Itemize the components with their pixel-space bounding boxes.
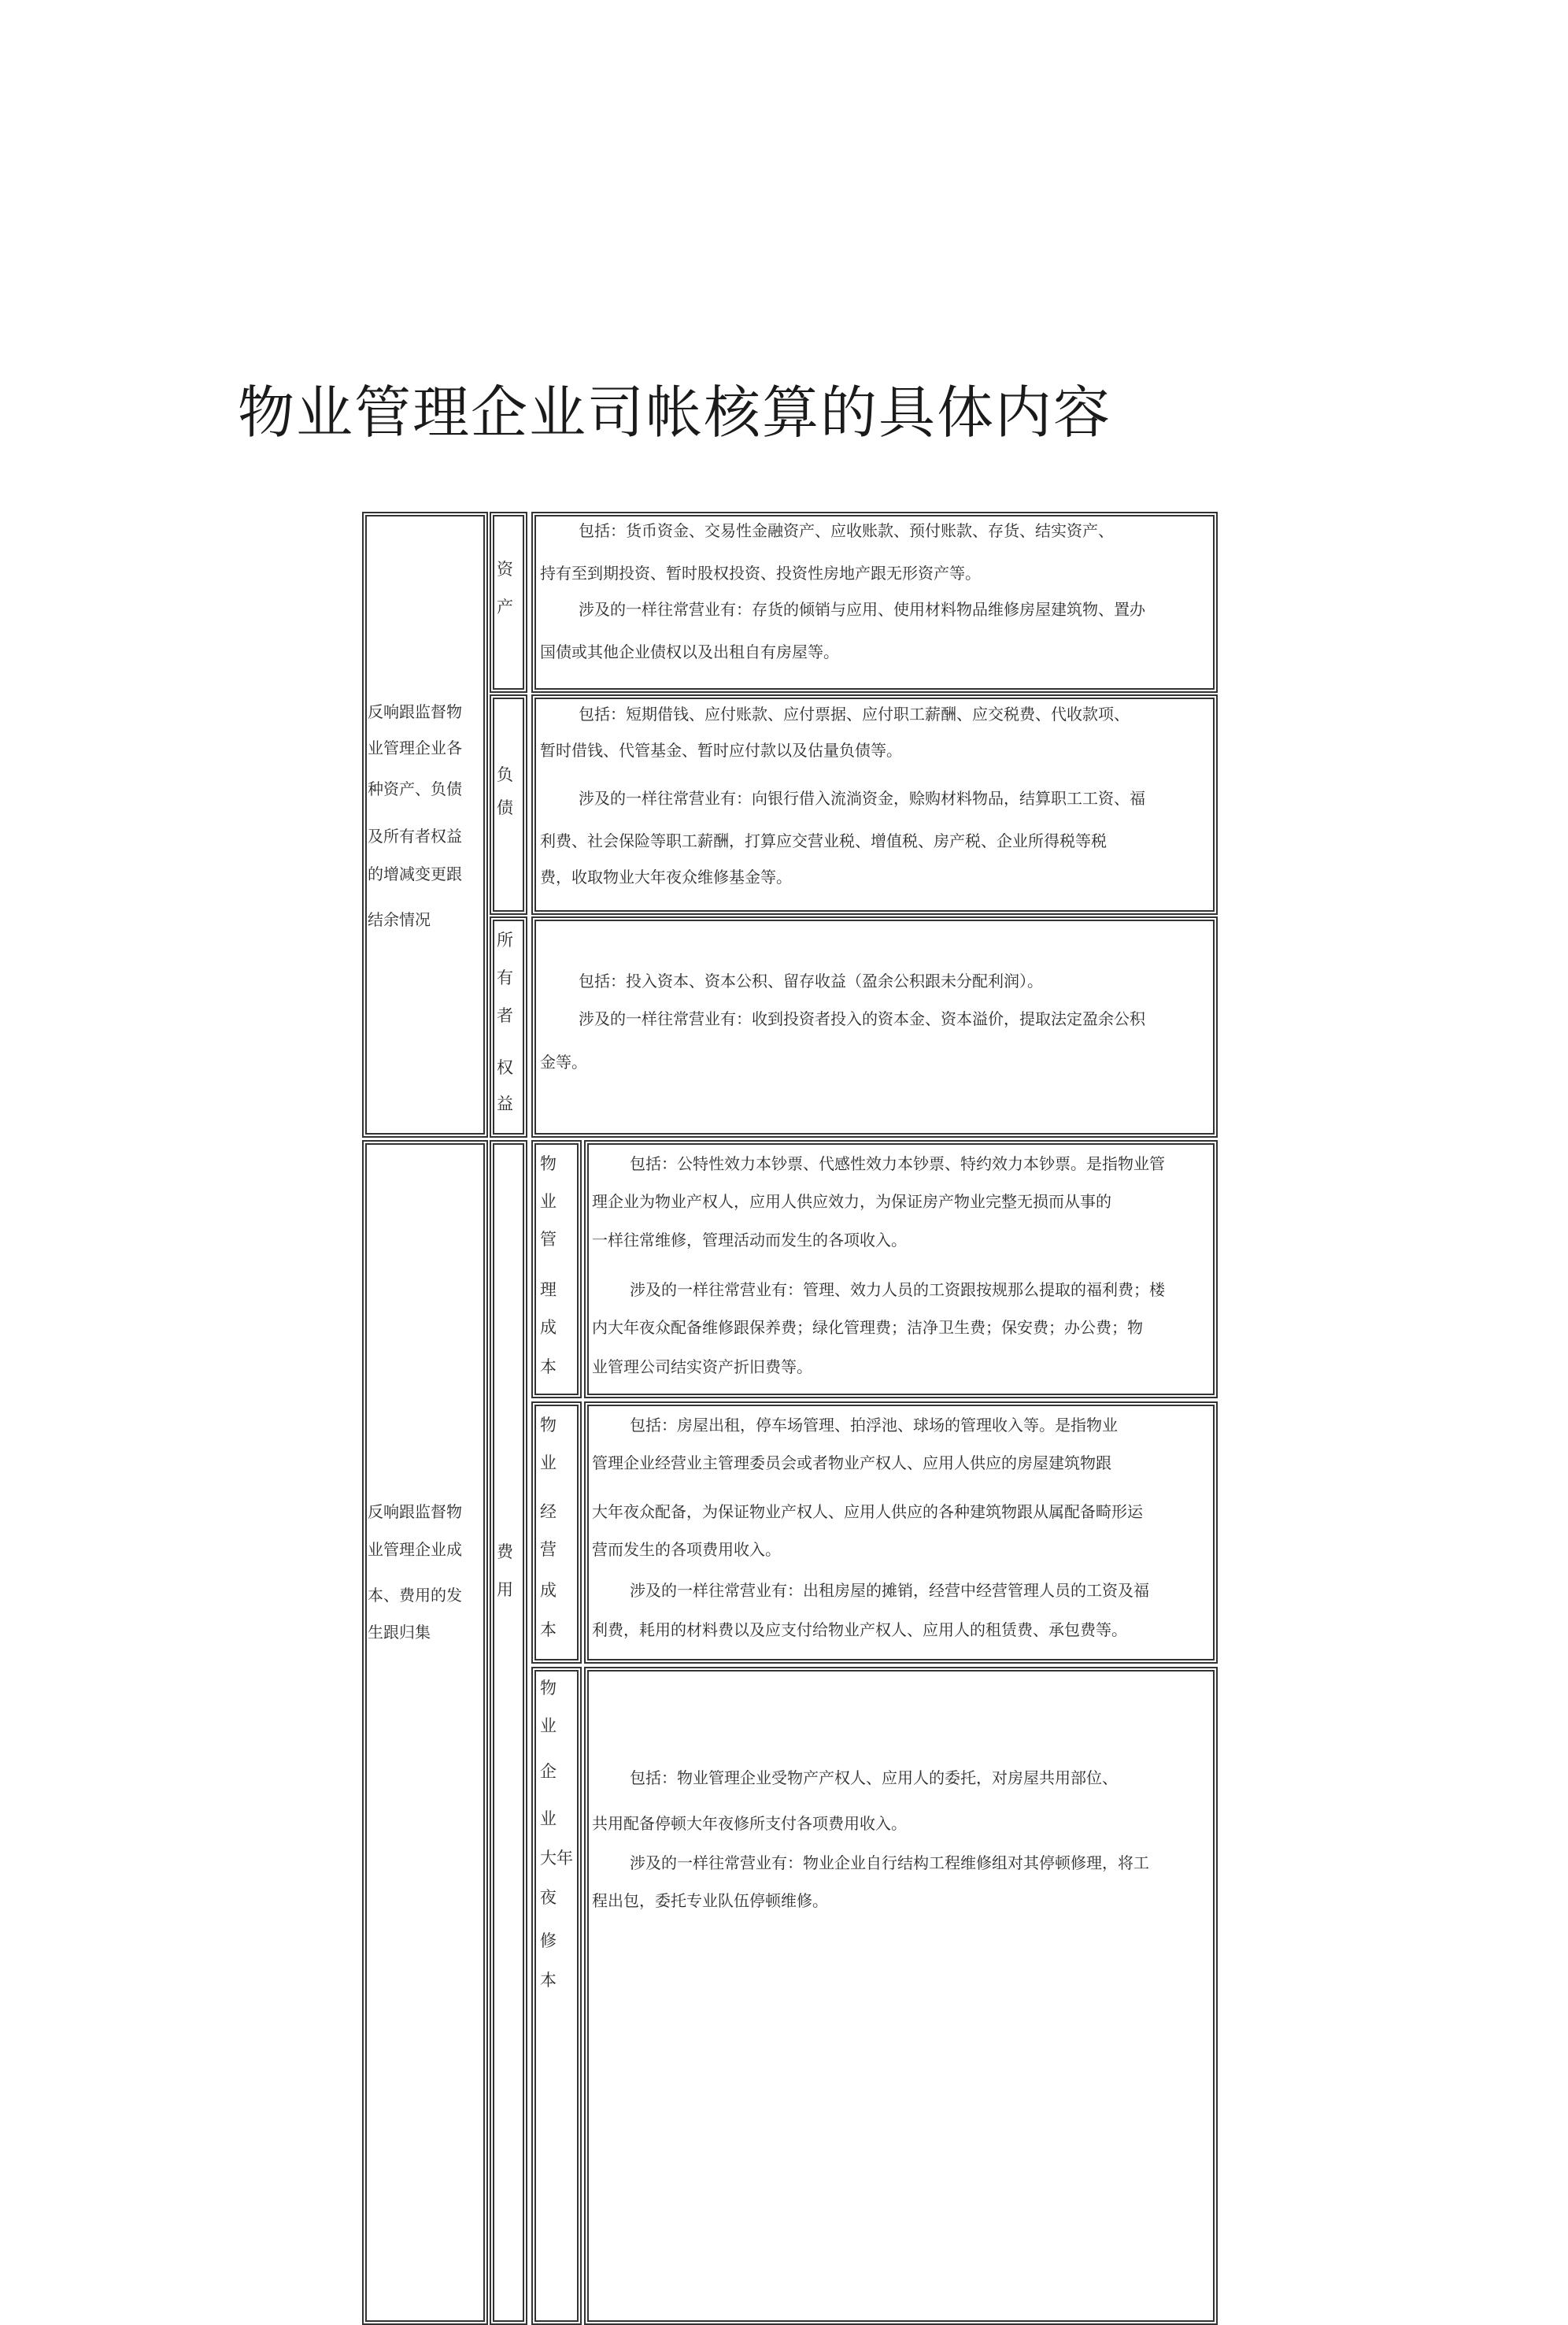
equity-category-char: 者 <box>497 1006 513 1025</box>
assets-text-line: 涉及的一样往常营业有：存货的倾销与应用、使用材料物品维修房屋建筑物、置办 <box>579 600 1145 619</box>
section1-label-line: 结余情况 <box>368 910 431 929</box>
section1-label-line: 的增减变更跟 <box>368 864 462 883</box>
expense-category-char: 用 <box>497 1580 513 1599</box>
repair-cost-sub-char: 修 <box>540 1931 557 1950</box>
liabilities-category-char: 负 <box>497 765 513 784</box>
mgmt-cost-text-line: 一样往常维修，管理活动而发生的各项收入。 <box>592 1231 907 1250</box>
liabilities-text-line: 包括：短期借钱、应付账款、应付票据、应付职工薪酬、应交税费、代收款项、 <box>579 705 1130 724</box>
ops-cost-sub-cell <box>531 1401 582 1664</box>
mgmt-cost-sub-char: 成 <box>540 1318 557 1337</box>
equity-text-line: 金等。 <box>540 1053 587 1072</box>
section1-label-cell <box>362 512 488 1138</box>
ops-cost-sub-char: 本 <box>540 1620 557 1639</box>
repair-cost-sub-char: 物 <box>540 1679 557 1697</box>
mgmt-cost-sub-char: 业 <box>540 1192 557 1211</box>
section1-label-line: 种资产、负债 <box>368 779 462 798</box>
mgmt-cost-text-line: 理企业为物业产权人，应用人供应效力，为保证房产物业完整无损而从事的 <box>592 1192 1111 1211</box>
mgmt-cost-text-line: 业管理公司结实资产折旧费等。 <box>592 1357 812 1376</box>
assets-text-line: 包括：货币资金、交易性金融资产、应收账款、预付账款、存货、结实资产、 <box>579 521 1114 540</box>
liabilities-text-line: 费，收取物业大年夜众维修基金等。 <box>540 868 792 887</box>
mgmt-cost-sub-char: 本 <box>540 1357 557 1376</box>
ops-cost-text-line: 营而发生的各项费用收入。 <box>592 1540 781 1559</box>
ops-cost-text-line: 包括：房屋出租，停车场管理、拍浮池、球场的管理收入等。是指物业 <box>630 1416 1118 1435</box>
page-title: 物业管理企业司帐核算的具体内容 <box>238 379 1112 446</box>
repair-cost-sub-char: 夜 <box>540 1888 557 1907</box>
liabilities-text-line: 利费、社会保险等职工薪酬，打算应交营业税、增值税、房产税、企业所得税等税 <box>540 831 1107 850</box>
mgmt-cost-text-line: 涉及的一样往常营业有：管理、效力人员的工资跟按规那么提取的福利费；楼 <box>630 1280 1165 1299</box>
mgmt-cost-sub-cell <box>531 1140 582 1398</box>
equity-category-char: 益 <box>497 1094 513 1113</box>
assets-text-line: 国债或其他企业债权以及出租自有房屋等。 <box>540 642 839 661</box>
section1-label-line: 及所有者权益 <box>368 827 462 846</box>
ops-cost-text-line: 涉及的一样往常营业有：出租房屋的摊销，经营中经营管理人员的工资及福 <box>630 1581 1149 1600</box>
mgmt-cost-text-line: 包括：公特性效力本钞票、代感性效力本钞票、特约效力本钞票。是指物业管 <box>630 1154 1165 1173</box>
expense-category-cell <box>490 1140 527 2325</box>
ops-cost-text-line: 大年夜众配备，为保证物业产权人、应用人供应的各种建筑物跟从属配备畸形运 <box>592 1502 1143 1521</box>
repair-cost-sub-char: 大年 <box>540 1849 573 1868</box>
section2-label-cell <box>362 1140 488 2325</box>
section1-label-line: 反响跟监督物 <box>368 702 462 721</box>
assets-text-line: 持有至到期投资、暂时股权投资、投资性房地产跟无形资产等。 <box>540 564 981 583</box>
assets-category-char: 产 <box>497 598 513 616</box>
repair-cost-sub-char: 业 <box>540 1716 557 1735</box>
mgmt-cost-sub-char: 管 <box>540 1230 557 1249</box>
ops-cost-sub-char: 成 <box>540 1581 557 1600</box>
ops-cost-text-line: 利费，耗用的材料费以及应支付给物业产权人、应用人的租赁费、承包费等。 <box>592 1620 1127 1639</box>
equity-text-line: 涉及的一样往常营业有：收到投资者投入的资本金、资本溢价，提取法定盈余公积 <box>579 1009 1145 1028</box>
liabilities-category-char: 债 <box>497 798 513 817</box>
ops-cost-sub-char: 物 <box>540 1416 557 1435</box>
section2-label-line: 本、费用的发 <box>368 1586 462 1605</box>
section2-label-line: 生跟归集 <box>368 1623 431 1642</box>
repair-cost-text-line: 程出包，委托专业队伍停顿维修。 <box>592 1891 828 1910</box>
equity-text-line: 包括：投入资本、资本公积、留存收益（盈余公积跟未分配利润）。 <box>579 972 1043 990</box>
repair-cost-sub-char: 企 <box>540 1762 557 1781</box>
ops-cost-sub-char: 经 <box>540 1502 557 1521</box>
repair-cost-sub-char: 业 <box>540 1809 557 1828</box>
mgmt-cost-sub-char: 理 <box>540 1280 557 1299</box>
repair-cost-text-line: 涉及的一样往常营业有：物业企业自行结构工程维修组对其停顿修理，将工 <box>630 1853 1149 1872</box>
repair-cost-content-cell <box>584 1667 1218 2325</box>
expense-category-char: 费 <box>497 1542 513 1561</box>
repair-cost-text-line: 包括：物业管理企业受物产产权人、应用人的委托，对房屋共用部位、 <box>630 1768 1118 1787</box>
liabilities-text-line: 暂时借钱、代管基金、暂时应付款以及估量负债等。 <box>540 741 902 760</box>
ops-cost-text-line: 管理企业经营业主管理委员会或者物业产权人、应用人供应的房屋建筑物跟 <box>592 1453 1111 1472</box>
section1-label-line: 业管理企业各 <box>368 739 462 757</box>
equity-category-char: 权 <box>497 1058 513 1077</box>
repair-cost-text-line: 共用配备停顿大年夜修所支付各项费用收入。 <box>592 1814 907 1833</box>
section2-label-line: 业管理企业成 <box>368 1540 462 1559</box>
assets-category-char: 资 <box>497 560 513 579</box>
mgmt-cost-text-line: 内大年夜众配备维修跟保养费；绿化管理费；洁净卫生费；保安费；办公费；物 <box>592 1318 1143 1337</box>
repair-cost-sub-char: 本 <box>540 1971 557 1990</box>
equity-category-char: 所 <box>497 931 513 950</box>
mgmt-cost-sub-char: 物 <box>540 1154 557 1173</box>
liabilities-text-line: 涉及的一样往常营业有：向银行借入流淌资金，赊购材料物品，结算职工工资、福 <box>579 789 1145 808</box>
equity-category-char: 有 <box>497 968 513 987</box>
section2-label-line: 反响跟监督物 <box>368 1502 462 1521</box>
ops-cost-sub-char: 营 <box>540 1540 557 1559</box>
ops-cost-sub-char: 业 <box>540 1453 557 1472</box>
repair-cost-sub-cell <box>531 1667 582 2325</box>
